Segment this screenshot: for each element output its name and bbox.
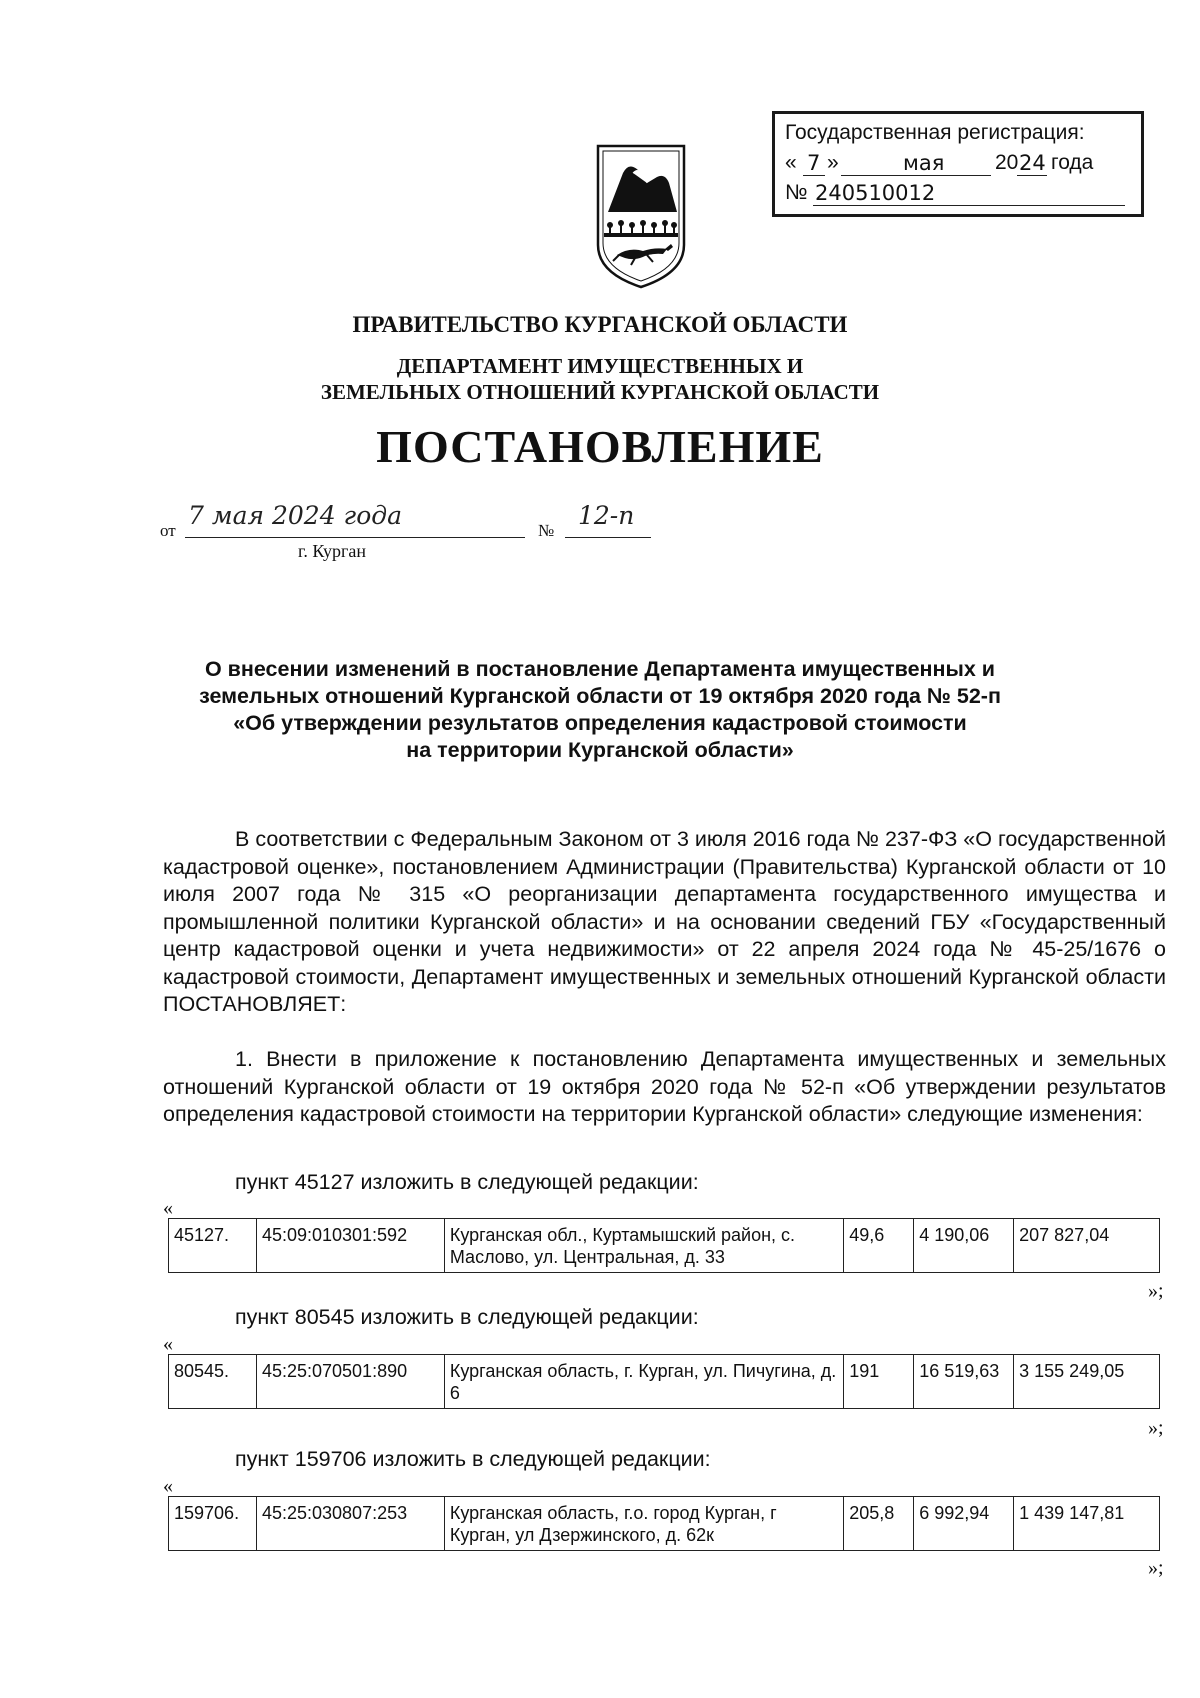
issue-number-label: №: [538, 521, 555, 540]
registration-number: 240510012: [815, 181, 936, 205]
table-cell-cadastral: 45:25:070501:890: [256, 1355, 444, 1409]
table-cell-area: 191: [844, 1355, 914, 1409]
table-cell-address: Курганская обл., Куртамышский район, с. Маслово, ул. Центральная, д. 33: [444, 1219, 843, 1273]
registration-year-suffix: 24: [1019, 151, 1046, 175]
table-row: [169, 1497, 1160, 1551]
coat-of-arms-icon: [595, 143, 687, 290]
department-name-line2: ЗЕМЕЛЬНЫХ ОТНОШЕНИЙ КУРГАНСКОЙ ОБЛАСТИ: [320, 380, 880, 404]
registration-title: Государственная регистрация:: [785, 121, 1085, 144]
heading-line1: О внесении изменений в постановление Департамента имущественных и: [204, 657, 996, 681]
table-cell-number: 80545.: [169, 1355, 257, 1409]
issue-date-line: [160, 501, 680, 547]
quote-open: «: [163, 1197, 173, 1219]
table-cell-area: 49,6: [844, 1219, 914, 1273]
table-cell-cadastral: 45:09:010301:592: [256, 1219, 444, 1273]
table-cell-rate: 4 190,06: [914, 1219, 1014, 1273]
registration-year-word: года: [1051, 151, 1094, 174]
government-name: ПРАВИТЕЛЬСТВО КУРГАНСКОЙ ОБЛАСТИ: [352, 312, 848, 337]
registration-number-label: №: [785, 181, 808, 204]
heading-line3: «Об утверждении результатов определения кадастровой стоимости: [233, 711, 967, 735]
document-heading: [0, 656, 1200, 764]
heading-line2: земельных отношений Курганской области от 19 октября 2020 года № 52-п: [199, 684, 1001, 708]
issue-date: 7 мая 2024 года: [188, 501, 402, 530]
clause-text: 1. Внести в приложение к постановлению Департамента имущественных и земельных отношений Курганской области от 19 октября 2020 года № 52-п «Об утверждении результатов определения кадастровой стоимости на территории Курганской области» следующие изменения:: [163, 1047, 1166, 1126]
table-cell-cost: 3 155 249,05: [1014, 1355, 1160, 1409]
amendment-intro: пункт 159706 изложить в следующей редакции:: [235, 1447, 711, 1471]
table-cell-rate: 6 992,94: [914, 1497, 1014, 1551]
table-cell-cost: 1 439 147,81: [1014, 1497, 1160, 1551]
registration-open-quote: «: [785, 151, 797, 174]
table-cell-address: Курганская область, г.о. город Курган, г Курган, ул Дзержинского, д. 62к: [444, 1497, 843, 1551]
table-cell-number: 159706.: [169, 1497, 257, 1551]
registration-stamp: [772, 111, 1144, 217]
table-row: [169, 1219, 1160, 1273]
registration-date-row: [785, 149, 1133, 179]
amendment-intro: пункт 80545 изложить в следующей редакции:: [235, 1305, 699, 1329]
quote-close: »;: [1148, 1557, 1164, 1579]
quote-close: »;: [1148, 1280, 1164, 1302]
document-type-title: ПОСТАНОВЛЕНИЕ: [376, 421, 824, 472]
table-cell-cost: 207 827,04: [1014, 1219, 1160, 1273]
clause-paragraph: [163, 1046, 1166, 1129]
issue-number: 12-п: [578, 501, 635, 530]
quote-open: «: [163, 1333, 173, 1355]
quote-close: »;: [1148, 1417, 1164, 1439]
registration-day: 7: [807, 151, 821, 175]
heading-line4: на территории Курганской области»: [406, 738, 794, 762]
amendment-table: [168, 1496, 1160, 1551]
registration-month: мая: [903, 151, 945, 175]
table-cell-number: 45127.: [169, 1219, 257, 1273]
table-cell-cadastral: 45:25:030807:253: [256, 1497, 444, 1551]
table-cell-area: 205,8: [844, 1497, 914, 1551]
table-cell-rate: 16 519,63: [914, 1355, 1014, 1409]
issue-from-label: от: [160, 521, 176, 540]
table-row: [169, 1355, 1160, 1409]
registration-number-row: [785, 179, 1133, 209]
amendment-table: [168, 1354, 1160, 1409]
table-cell-address: Курганская область, г. Курган, ул. Пичугина, д. 6: [444, 1355, 843, 1409]
registration-year-prefix: 20: [995, 151, 1019, 174]
quote-open: «: [163, 1475, 173, 1497]
registration-close-quote: »: [827, 151, 839, 174]
preamble-paragraph: [163, 826, 1166, 1019]
department-name-line1: ДЕПАРТАМЕНТ ИМУЩЕСТВЕННЫХ И: [396, 354, 804, 378]
preamble-text: В соответствии с Федеральным Законом от 3 июля 2016 года № 237-ФЗ «О государственной кадастровой оценке», постановлением Администрации (Правительства) Курганской области от 10 июля 2007 года № 315 «О реорганизации департамента государственного имущества и промышленной политики Курганской области» и на основании сведений ГБУ «Государственный центр кадастровой оценки и учета недвижимости» от 22 апреля 2024 года № 45-25/1676 о кадастровой стоимости, Департамент имущественных и земельных отношений Курганской области ПОСТАНОВЛЯЕТ:: [163, 827, 1166, 1016]
amendment-intro: пункт 45127 изложить в следующей редакции:: [235, 1170, 699, 1194]
issue-city: г. Курган: [298, 541, 367, 561]
amendment-table: [168, 1218, 1160, 1273]
